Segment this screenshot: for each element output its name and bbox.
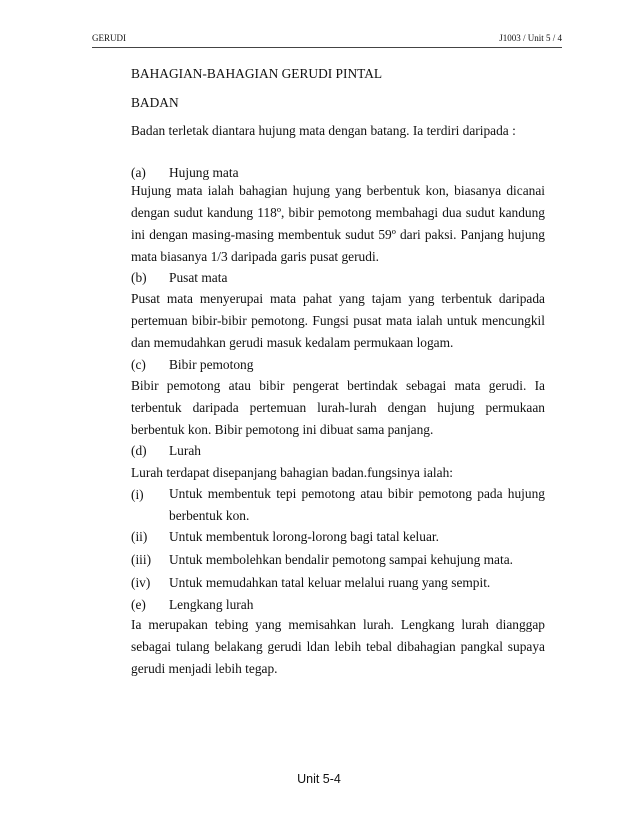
item-b-number: (b) (131, 270, 147, 285)
item-a-label: Hujung mata (169, 165, 239, 180)
item-e-text: Ia merupakan tebing yang memisahkan lurah. Lengkang lurah dianggap sebagai tulang belakang gerudi ldan lebih tebal dibahagian pangkal supaya gerudi menjadi lebih tegap. (131, 617, 545, 676)
item-c-label: Bibir pemotong (169, 357, 254, 372)
subitem-1-number: (i) (131, 487, 144, 502)
section-heading: BADAN (131, 95, 179, 110)
header-rule (92, 47, 562, 48)
header-module: GERUDI (92, 33, 126, 43)
item-e-label: Lengkang lurah (169, 597, 254, 612)
item-a-number: (a) (131, 165, 146, 180)
subitem-3-text: Untuk membolehkan bendalir pemotong sampai kehujung mata. (169, 552, 513, 567)
subitem-3-number: (iii) (131, 552, 152, 567)
item-b-text: Pusat mata menyerupai mata pahat yang tajam yang terbentuk daripada pertemuan bibir-bibir pemotong. Fungsi pusat mata ialah untuk mencungkil dan memudahkan gerudi masuk kedalam permukaan logam. (131, 291, 545, 350)
item-b-label: Pusat mata (169, 270, 228, 285)
item-e-number: (e) (131, 597, 146, 612)
page-title: BAHAGIAN-BAHAGIAN GERUDI PINTAL (131, 66, 383, 81)
item-d-text: Lurah terdapat disepanjang bahagian badan.fungsinya ialah: (131, 465, 453, 480)
header-page-ref: J1003 / Unit 5 / 4 (499, 33, 562, 43)
subitem-4-text: Untuk memudahkan tatal keluar melalui ruang yang sempit. (169, 575, 491, 590)
subitem-4-number: (iv) (131, 575, 151, 590)
item-a-text: Hujung mata ialah bahagian hujung yang berbentuk kon, biasanya dicanai dengan sudut kandung 118º, bibir pemotong membahagi dua sudut kandung ini dengan masing-masing membentuk sudut 59º dari paksi. Panjang hujung mata biasanya 1/3 daripada garis pusat gerudi. (131, 183, 545, 264)
item-d-label: Lurah (169, 443, 201, 458)
item-d-number: (d) (131, 443, 147, 458)
subitem-2-text: Untuk membentuk lorong-lorong bagi tatal keluar. (169, 529, 439, 544)
item-c-number: (c) (131, 357, 146, 372)
subitem-2-number: (ii) (131, 529, 148, 544)
item-c-text: Bibir pemotong atau bibir pengerat bertindak sebagai mata gerudi. Ia terbentuk daripada pertemuan lurah-lurah dengan hujung permukaan berbentuk kon. Bibir pemotong ini dibuat sama panjang. (131, 378, 545, 437)
subitem-1-text: Untuk membentuk tepi pemotong atau bibir pemotong pada hujung berbentuk kon. (169, 486, 545, 523)
intro-text: Badan terletak diantara hujung mata dengan batang. Ia terdiri daripada : (131, 123, 516, 138)
page-footer: Unit 5-4 (297, 772, 341, 786)
